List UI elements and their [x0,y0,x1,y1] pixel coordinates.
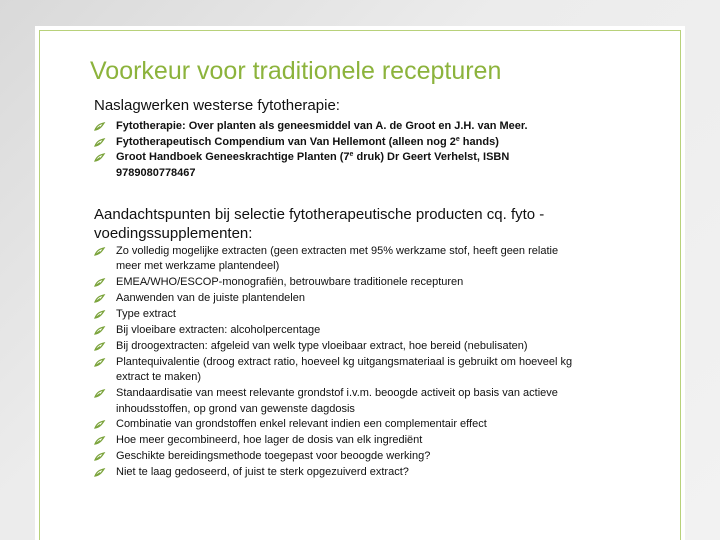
list-item [94,291,584,306]
list-item [94,339,584,354]
list-item [94,433,584,448]
list-item-text: Combinatie van grondstoffen enkel relevant indien een complementair effect [116,418,487,431]
list-item-text: druk) Dr Geert Verhelst, ISBN 9789080778467 [116,151,510,179]
leaf-bullet-icon [94,278,106,288]
list-item [94,417,584,432]
list-item-text: hands) [459,135,499,148]
list-item-text: Bij vloeibare extracten: alcoholpercentage [116,324,321,337]
list-item-text: Plantequivalentie (droog extract ratio, hoeveel kg uitgangsmateriaal is gebruikt om hoeveel kg extract te maken) [116,355,573,384]
list-item-text: Zo volledig mogelijke extracten (geen extracten met 95% werkzame stof, heeft geen relatie meer met werkzame plantendeel) [116,245,559,273]
leaf-bullet-icon [94,420,106,430]
leaf-bullet-icon [94,342,106,352]
leaf-bullet-icon [94,310,106,320]
attention-points-list [94,244,584,481]
leaf-bullet-icon [94,436,106,446]
list-item [94,323,584,338]
leaf-bullet-icon [94,452,106,462]
leaf-bullet-icon [94,358,106,368]
slide-title: Voorkeur voor traditionele recepturen [90,57,502,85]
leaf-bullet-icon [94,468,106,478]
leaf-bullet-icon [94,326,106,336]
leaf-bullet-icon [94,389,106,399]
list-item-text: Type extract [116,308,176,321]
list-item [94,119,584,135]
list-item-text: Niet te laag gedoseerd, of juist te sterk opgezuiverd extract? [116,466,409,479]
section-heading-attention-points: Aandachtspunten bij selectie fytotherapeutische producten cq. fyto -voedingssupplementen: [94,206,545,242]
leaf-bullet-icon [94,247,106,257]
list-item [94,244,584,275]
list-item-text: EMEA/WHO/ESCOP-monografiën, betrouwbare traditionele recepturen [116,276,464,289]
list-item [94,449,584,464]
list-item [94,465,584,480]
list-item [94,150,584,181]
list-item [94,386,584,417]
list-item [94,135,584,151]
leaf-bullet-icon [94,138,106,148]
list-item-text: Standaardisatie van meest relevante grondstof i.v.m. beoogde activeit op basis van actieve inhoudsstoffen, op grond van gewenste dagdosis [116,387,558,415]
list-item [94,307,584,322]
leaf-bullet-icon [94,122,106,132]
leaf-bullet-icon [94,294,106,304]
list-item-text: Aanwenden van de juiste plantendelen [116,292,305,305]
list-item [94,275,584,290]
section-heading-references: Naslagwerken westerse fytotherapie: [94,97,340,114]
list-item-text: Groot Handboek Geneeskrachtige Planten (7 [116,151,350,163]
list-item-text: Geschikte bereidingsmethode toegepast voor beoogde werking? [116,450,431,463]
list-item-text: Fytotherapie: Over planten als geneesmiddel van A. de Groot en J.H. van Meer. [116,120,528,132]
list-item [94,355,584,386]
list-item-text: Bij droogextracten: afgeleid van welk type vloeibaar extract, hoe bereid (nebulisaten) [116,339,528,352]
leaf-bullet-icon [94,153,106,163]
superscript: e [349,151,354,158]
list-item-text: Hoe meer gecombineerd, hoe lager de dosis van elk ingrediënt [116,434,423,447]
superscript: e [455,135,460,143]
list-item-text: Fytotherapeutisch Compendium van Van Hellemont (alleen nog 2 [116,135,456,148]
reference-list [94,119,584,181]
